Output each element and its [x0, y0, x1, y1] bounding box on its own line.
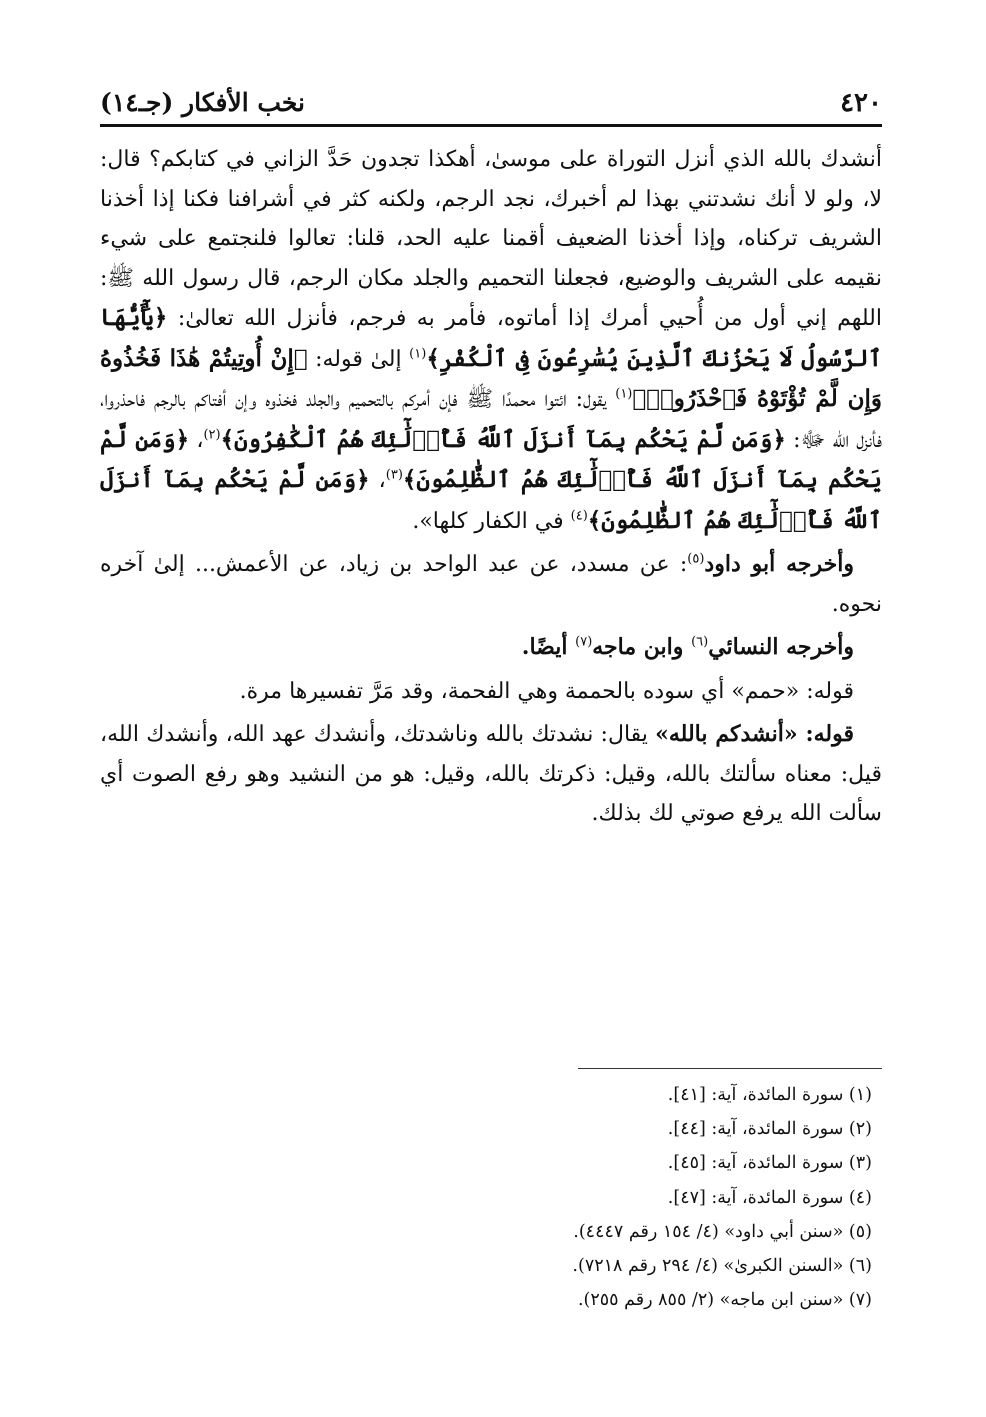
quran-verse-45: ﴿وَمَن لَّمْ يَحْكُم بِمَآ أَنزَلَ ٱللَّهُ فَأُو۟لَٰٓئِكَ هُمُ ٱلظَّٰلِمُونَ﴾: [100, 425, 883, 493]
running-title: نخب الأفكار (جـ١٤): [100, 88, 306, 117]
main-text: [100, 140, 882, 834]
lemma-anshudukum: قوله: «أنشدكم بالله»: [655, 721, 854, 747]
text-also: أيضًا.: [521, 634, 576, 660]
source-ibn-majah: وابن ماجه: [592, 634, 692, 660]
footnotes: [100, 1078, 872, 1317]
footnote-1: (١) سورة المائدة، آية: [٤١].: [667, 1085, 872, 1105]
paragraph-hadith: أنشدك بالله الذي أنزل التوراة على موسىٰ، أهكذا تجدون حَدَّ الزاني في كتابكم؟ قال: لا، ولو لا أنك نشدتني بهذا لم أخبرك، نجد الرجم، ولكنه كثر في أشرافنا فكنا إذا أخذنا الشريف تركناه، وإذا أخذنا الضعيف أقمنا عليه الحد، قلنا: تعالوا فلنجتمع على شيء نقيمه على الشريف والوضيع، فجعلنا التحميم والجلد مكان الرجم، قال رسول الله ﷺ: اللهم إني أول من أُحيي أمرك إذا أماتوه، فأمر به فرجم، فأنزل الله تعالىٰ: ﴿يَٰٓأَيُّهَا ٱلرَّسُولُ لَا يَحْزُنكَ ٱلَّذِينَ يُسَٰرِعُونَ فِى ٱلْكُفْرِ﴾$^{(١)}$ إلىٰ قوله: ﴿إِنْ أُوتِيتُمْ هَٰذَا فَخُذُوهُ وَإِن لَّمْ تُؤْتَوْهُ فَٱحْذَرُوا۟﴾$^{(١)}$ يقول: ائتوا محمدًا ﷺ فإن أمركم بالتحميم والجلد فخذوه وإن أفتاكم بالرجم فاحذروا، فأنزل الله ﷻ: ﴿وَمَن لَّمْ يَحْكُم بِمَآ أَنزَلَ ٱللَّهُ فَأُو۟لَٰٓئِكَ هُمُ ٱلْكَٰفِرُونَ﴾$^{(٢)}$، ﴿وَمَن لَّمْ يَحْكُم بِمَآ أَنزَلَ ٱللَّهُ فَأُو۟لَٰٓئِكَ هُمُ ٱلظَّٰلِمُونَ﴾$^{(٣)}$، ﴿وَمَن لَّمْ يَحْكُم بِمَآ أَنزَلَ ٱللَّهُ فَأُو۟لَٰٓئِكَ هُمُ ٱلظَّٰلِمُونَ﴾$^{(٤)}$ في الكفار كلها».: [100, 147, 883, 534]
quran-verse-41a: ﴿يَٰٓأَيُّهَا ٱلرَّسُولُ لَا يَحْزُنكَ ٱلَّذِينَ يُسَٰرِعُونَ فِى ٱلْكُفْرِ﴾: [100, 304, 883, 372]
footnote-3: (٣) سورة المائدة، آية: [٤٥].: [667, 1153, 872, 1174]
text-line-6-intro: فرجم، فأنزل الله تعالىٰ:: [167, 306, 407, 331]
footnote-6: (٦) «السنن الكبرىٰ» (٤/ ٢٩٤ رقم ٧٢١٨).: [572, 1256, 872, 1277]
text-anshudukum: يقال: نشدتك بالله وناشدتك، وأنشدك عهد الله، وأنشدك الله، قيل: معناه سألتك بالله، وقيل: ذكرتك بالله، وقيل: هو من النشيد وهو رفع الصوت أي سألت الله يرفع صوتي لك بذلك.: [100, 722, 882, 826]
text-line-5: الرجم، قال رسول الله ﷺ: اللهم إني أول من أُحيي أمرك إذا أماتوه، فأمر به: [100, 265, 883, 331]
header-rule: [100, 124, 882, 127]
quran-verse-44: ﴿وَمَن لَّمْ يَحْكُم بِمَآ أَنزَلَ ٱللَّهُ فَأُو۟لَٰٓئِكَ هُمُ ٱلْكَٰفِرُونَ﴾: [220, 425, 786, 453]
paragraph-abu-dawud: [100, 545, 882, 624]
quran-verse-47: ﴿وَمَن لَّمْ يَحْكُم بِمَآ أَنزَلَ ٱللَّهُ فَأُو۟لَٰٓئِكَ هُمُ ٱلظَّٰلِمُونَ﴾: [100, 466, 882, 534]
footnote-ref-7: (٧): [575, 634, 593, 650]
paragraph-nasai: [100, 628, 882, 668]
text-line-4: فلنجتمع على شيء نقيمه على الشريف والوضيع، فجعلنا التحميم والجلد مكان: [100, 226, 883, 291]
footnote-2: (٢) سورة المائدة، آية: [٤٤].: [667, 1119, 872, 1140]
footnote-ref-2: (٢): [203, 427, 221, 443]
text-line-8: فإن أمركم بالتحميم والجلد فخذوه وإن أفتاكم بالرجم فاحذروا، فأنزل الله ﷻ:: [100, 387, 882, 453]
footnote-ref-1b: (١): [615, 386, 633, 402]
text-abu-dawud: : عن مسدد، عن عبد الواحد بن زياد، عن الأعمش... إلىٰ آخره نحوه.: [100, 552, 882, 617]
quran-verse-41b: ﴿إِنْ أُوتِيتُمْ هَٰذَا فَخُذُوهُ وَإِن لَّمْ تُؤْتَوْهُ فَٱحْذَرُوا۟﴾: [100, 344, 882, 412]
footnote-rule: [578, 1068, 882, 1069]
text-line-1: أنشدك بالله الذي أنزل التوراة على موسىٰ، أهكذا تجدون حَدَّ الزاني في كتابكم؟: [149, 147, 883, 172]
text-line-2: قال: لا، ولو لا أنك نشدتني بهذا لم أخبرك، نجد الرجم، ولكنه كثر في أشرافنا: [100, 147, 882, 212]
text-hadith-end: في الكفار كلها».: [412, 508, 571, 534]
text-line-3: فكنا إذا أخذنا الشريف تركناه، وإذا أخذنا الضعيف أقمنا عليه الحد، قلنا: تعالوا: [100, 186, 882, 251]
text-humam: قوله: «حمم» أي سوده بالحممة وهي الفحمة، وقد مَرَّ تفسيرها مرة.: [239, 678, 854, 704]
footnote-4: (٤) سورة المائدة، آية: [٤٧].: [667, 1187, 872, 1208]
page-number: ٤٢٠: [840, 88, 882, 118]
page-header: [100, 86, 882, 120]
paragraph-humam: [100, 672, 882, 712]
paragraph-anshudukum: [100, 715, 882, 834]
footnote-7: (٧) «سنن ابن ماجه» (٢/ ٨٥٥ رقم ٢٥٥).: [577, 1290, 872, 1311]
text-line-7-end: يقول: ائتوا محمدًا ﷺ: [466, 387, 616, 412]
footnote-ref-1a: (١): [409, 346, 427, 362]
source-abu-dawud: وأخرجه أبو داود: [704, 551, 854, 577]
footnote-ref-4: (٤): [570, 508, 588, 524]
footnote-ref-3: (٣): [385, 467, 403, 483]
text-line-7-intro: إلىٰ قوله:: [307, 346, 402, 372]
footnote-ref-5: (٥): [687, 551, 705, 567]
source-nasai: وأخرجه النسائي: [708, 634, 854, 660]
footnote-ref-6: (٦): [691, 634, 709, 650]
footnote-5: (٥) «سنن أبي داود» (٤/ ١٥٤ رقم ٤٤٤٧).: [573, 1221, 872, 1242]
